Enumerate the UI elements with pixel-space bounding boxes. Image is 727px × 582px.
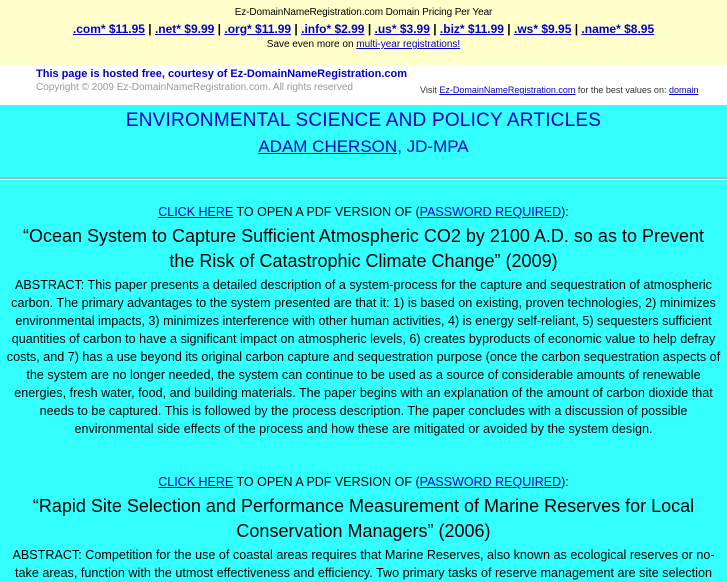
visit-domain-link[interactable]: Ez-DomainNameRegistration.com — [439, 85, 576, 95]
page-content — [0, 105, 727, 582]
price-separator: | — [144, 22, 155, 36]
ad-banner-title: Ez-DomainNameRegistration.com Domain Pricing Per Year — [234, 7, 493, 18]
price-separator: | — [571, 22, 582, 36]
article-spacer — [0, 438, 727, 450]
price-separator: | — [214, 22, 225, 36]
password-required-link[interactable]: PASSWORD REQUIRED — [419, 205, 562, 219]
tld-price-link[interactable]: .info* $2.99 — [301, 22, 365, 36]
tld-price-link[interactable]: .ws* $9.95 — [514, 22, 572, 36]
click-line-middle: TO OPEN A PDF VERSION OF ( — [233, 205, 420, 219]
tld-price-link[interactable]: .us* $3.99 — [374, 22, 430, 36]
click-here-link[interactable]: CLICK HERE — [158, 475, 234, 489]
click-line-suffix: ): — [561, 205, 569, 219]
hosted-free-text: This page is hosted free, courtesy of Ez-DomainNameRegistration.com — [36, 68, 408, 80]
tld-price-link[interactable]: .com* $11.95 — [72, 22, 145, 36]
visit-middle: for the best values on: — [575, 85, 669, 95]
copyright-text: Copyright © 2009 Ez-DomainNameRegistration.com. All rights reserved — [36, 82, 353, 93]
ad-multiyear-prefix: Save even more on — [266, 39, 357, 50]
domain-values-link[interactable]: domain — [668, 85, 699, 95]
click-here-link[interactable]: CLICK HERE — [158, 205, 234, 219]
article-entry — [0, 472, 727, 582]
price-separator: | — [503, 22, 514, 36]
pdf-click-line — [4, 202, 723, 222]
page-title: ENVIRONMENTAL SCIENCE AND POLICY ARTICLES — [125, 110, 602, 131]
price-separator: | — [429, 22, 440, 36]
multi-year-registrations-link[interactable]: multi-year registrations! — [356, 39, 461, 50]
pdf-click-line — [4, 472, 723, 492]
domain-ad-banner — [0, 0, 727, 65]
click-line-suffix: ): — [561, 475, 569, 489]
paper-abstract: ABSTRACT: Competition for the use of coastal areas requires that Marine Reserves, also known as ecological reserves or no-take areas, function with the utmost effectiveness and efficiency. Two primary tasks of reserve management are site selection — [12, 548, 715, 580]
host-notice-left — [36, 67, 406, 95]
password-required-link[interactable]: PASSWORD REQUIRED — [419, 475, 562, 489]
tld-price-link[interactable]: .name* $8.95 — [581, 22, 655, 36]
price-separator: | — [364, 22, 375, 36]
paper-title: “Rapid Site Selection and Performance Measurement of Marine Reserves for Local Conservation Managers” (2006) — [32, 496, 695, 541]
ad-multiyear-line — [0, 38, 727, 52]
host-notice-strip — [0, 65, 727, 105]
ad-price-list — [0, 20, 727, 38]
price-separator: | — [291, 22, 302, 36]
author-link[interactable]: ADAM CHERSON — [258, 137, 398, 156]
tld-price-link[interactable]: .net* $9.99 — [154, 22, 215, 36]
paper-title: “Ocean System to Capture Sufficient Atmospheric CO2 by 2100 A.D. so as to Prevent the Risk of Catastrophic Climate Change” (2009) — [22, 226, 704, 271]
author-line — [0, 134, 727, 160]
host-notice-right — [420, 84, 720, 96]
header-divider — [0, 177, 727, 180]
page-header — [0, 105, 727, 177]
visit-prefix: Visit — [420, 85, 440, 95]
author-credentials: , JD-MPA — [397, 137, 469, 156]
tld-price-link[interactable]: .org* $11.99 — [224, 22, 292, 36]
paper-abstract: ABSTRACT: This paper presents a detailed description of a system-process for the capture and sequestration of atmospheric carbon. The primary advantages to the system presented are that it: 1) is based on existing, proven technologies, 2) minimizes environmental impacts, 3) minimizes interference with other human activities, 4) is energy self-reliant, 5) sequesters sufficient quantities of carbon to have a significant impact on atmospheric levels, 6) creates byproducts of economic value to help defray costs, and 7) has a use beyond its original carbon capture and sequestration purpose (once the carbon sequestration aspects of the system are no longer needed, the system can continue to be used as a source of considerable amounts of renewable energies, fresh water, food, and building materials. The paper begins with an explanation of the amount of carbon dioxide that needs to be captured. This is followed by the process description. The paper concludes with a discussion of possible environmental side effects of the process and how these are mitigated or avoided by the system design. — [6, 278, 721, 436]
article-entry — [0, 202, 727, 438]
click-line-middle: TO OPEN A PDF VERSION OF ( — [233, 475, 420, 489]
tld-price-link[interactable]: .biz* $11.99 — [439, 22, 504, 36]
